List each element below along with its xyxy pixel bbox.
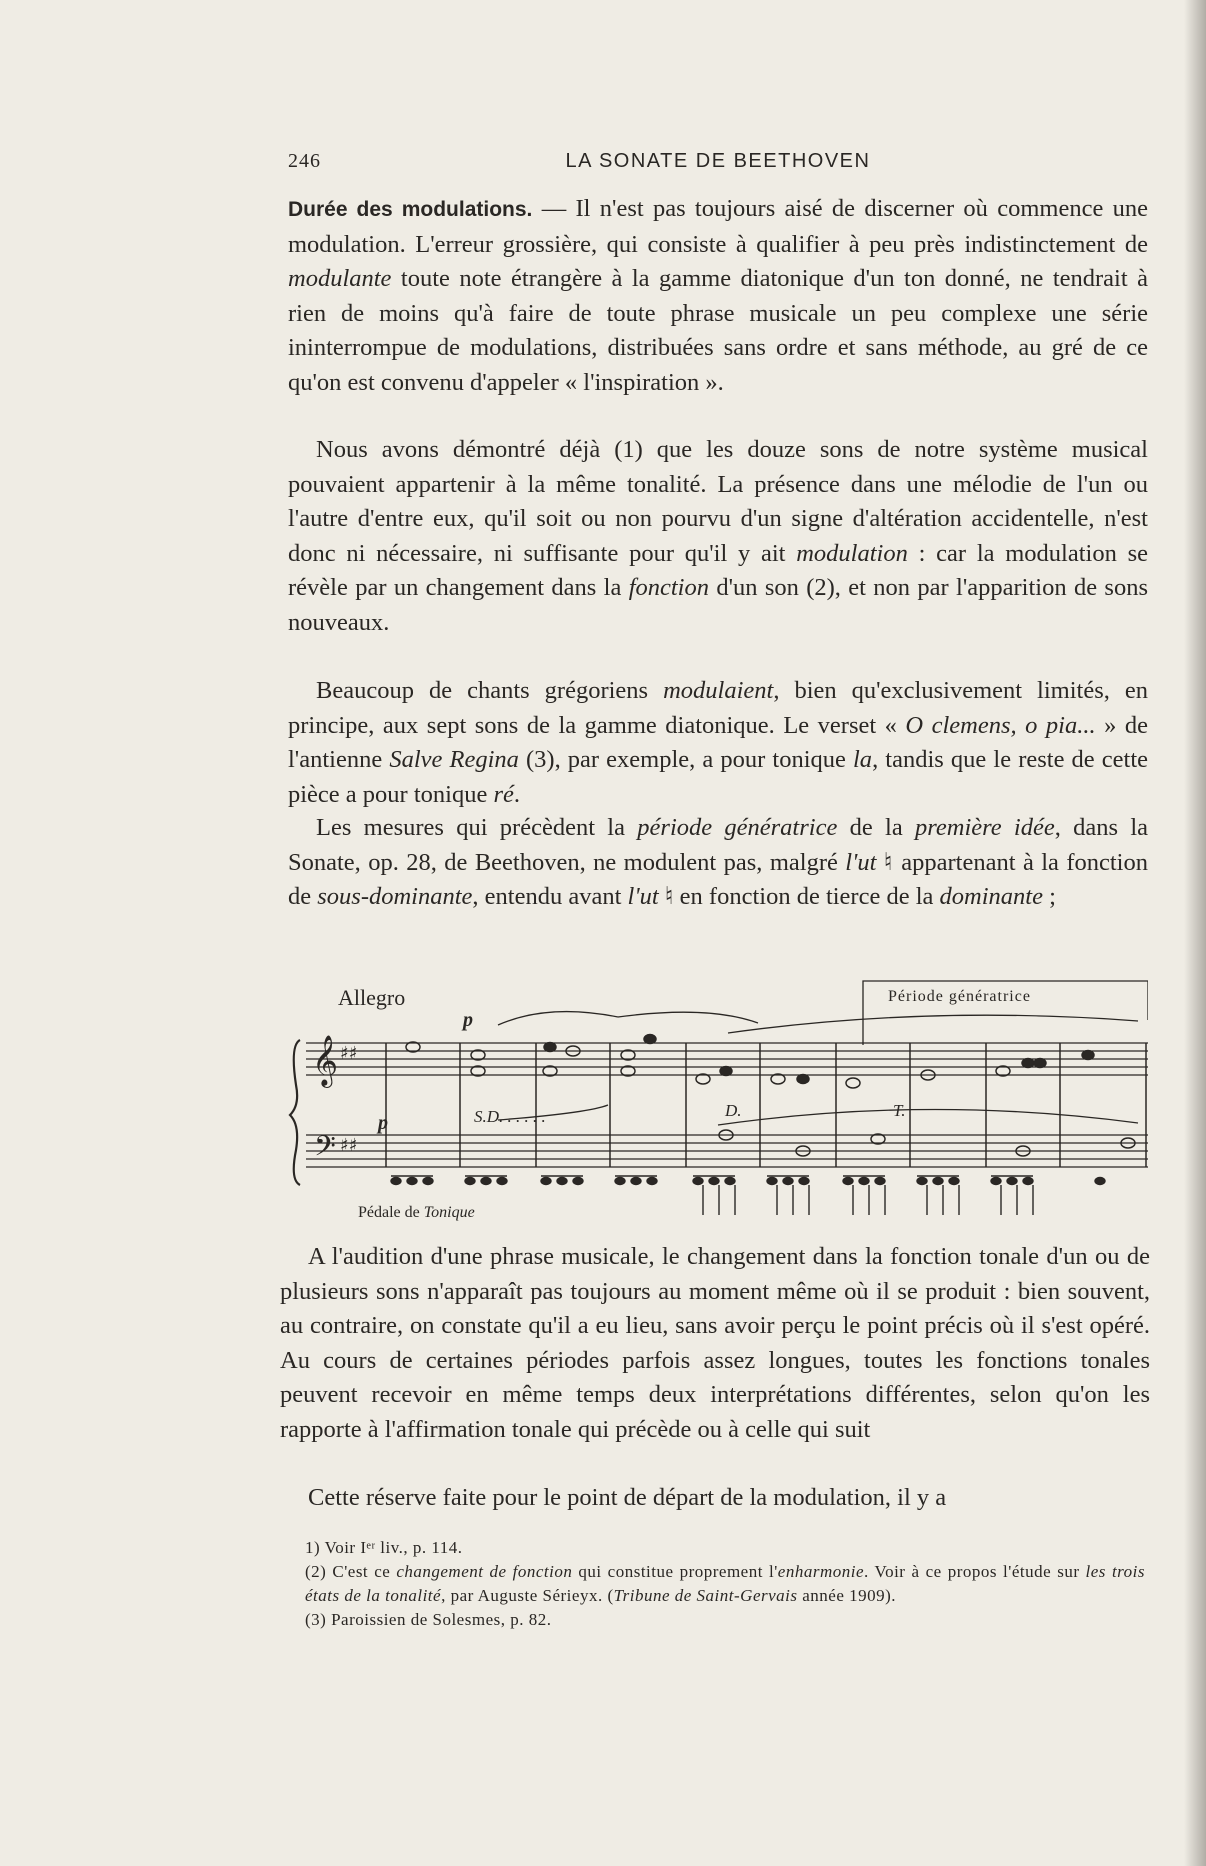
slur-5: [718, 1109, 1138, 1125]
dynamic-p-lower: p: [378, 1112, 388, 1134]
page-header: [288, 150, 1148, 180]
paragraph-sonata-op28: Les mesures qui précèdent la période génératrice de la première idée, dans la Sonate, op. 28, de Beethoven, ne modulent pas, malgré l'ut ♮ appartenant à la fonction de sous-dominante, entendu avant l'ut ♮ en fonction de tierce de la dominante ;: [288, 814, 1148, 910]
key-sharp-bass-icon: ♯♯: [340, 1135, 358, 1156]
paragraph-audition: A l'audition d'une phrase musicale, le changement dans la fonction tonale d'un ou de plusieurs sons n'apparaît pas toujours au moment même où il se produit : bien souvent, au contraire, on constate qu'il a eu lieu, sans avoir perçu le point précis où il s'est opéré. Au cours de certaines périodes parfois assez longues, toutes les fonctions tonales peuvent recevoir en même temps deux interprétations différentes, selon qu'on les rapporte à l'affirmation tonale qui précède ou à celle qui suit: [280, 1243, 1150, 1443]
page-number: 246: [288, 150, 321, 172]
footnote-2: (2) C'est ce changement de fonction qui constitue proprement l'enharmonie. Voir à ce propos l'étude sur les trois états de la tonalité, par Auguste Sérieyx. (Tribune de Saint-Gervais année 1909).: [305, 1562, 1146, 1605]
staff-brace: [290, 1040, 300, 1185]
function-label-sd: S.D. . . . . .: [474, 1107, 546, 1126]
function-label-t: T.: [893, 1101, 906, 1120]
slur-1: [498, 1012, 618, 1025]
footnotes: [305, 1536, 1145, 1632]
footnote-1: 1) Voir Iᵉʳ liv., p. 114.: [305, 1538, 463, 1557]
bass-clef-icon: 𝄢: [314, 1130, 336, 1170]
paragraph-reserve: Cette réserve faite pour le point de départ de la modulation, il y a: [308, 1484, 947, 1511]
slur-3: [728, 1015, 1138, 1033]
running-title: LA SONATE DE BEETHOVEN: [565, 150, 871, 172]
slur-2: [618, 1012, 758, 1023]
music-example: [288, 975, 1148, 1230]
section-heading: Durée des modulations.: [288, 198, 533, 221]
paragraph-twelve-sounds: Nous avons démontré déjà (1) que les douze sons de notre système musical pouvaient appartenir à la même tonalité. La présence dans une mélodie de l'un ou l'autre d'entre eux, qu'il soit ou non pourvu d'un signe d'altération accidentelle, n'est donc ni nécessaire, ni suffisante pour qu'il y ait modulation : car la modulation se révèle par un changement dans la fonction d'un son (2), et non par l'apparition de sons nouveaux.: [288, 436, 1149, 636]
dynamic-p-upper: p: [463, 1009, 473, 1031]
key-sharp-icon: ♯♯: [340, 1043, 358, 1064]
pedal-label: Pédale de Tonique: [358, 1204, 475, 1221]
function-label-d: D.: [725, 1101, 742, 1120]
paragraph-modulation-duration: Durée des modulations. — Il n'est pas toujours aisé de discerner où commence une modulation. L'erreur grossière, qui consiste à qualifier à peu près indistinctement de modulante toute note étrangère à la gamme diatonique d'un ton donné, ne tendrait à rien de moins qu'à faire de toute phrase musicale un peu complexe une série ininterrompue de modulations, distribuées sans ordre et sans méthode, au gré de ce qu'on est convenu d'appeler « l'inspiration ».: [288, 195, 1149, 396]
page-edge-shadow: [1184, 0, 1206, 1866]
paragraph-gregorian-chants: Beaucoup de chants grégoriens modulaient, bien qu'exclusivement limités, en principe, aux sept sons de la gamme diatonique. Le verset « O clemens, o pia... » de l'antienne Salve Regina (3), par exemple, a pour tonique la, tandis que le reste de cette pièce a pour tonique ré.: [288, 677, 1149, 808]
tempo-marking: Allegro: [338, 985, 406, 1010]
pedal-notes: [391, 1176, 1105, 1215]
footnote-3: (3) Paroissien de Solesmes, p. 82.: [305, 1610, 552, 1629]
periode-generatrice-label: Période génératrice: [888, 988, 1031, 1005]
treble-clef-icon: 𝄞: [312, 1035, 339, 1086]
